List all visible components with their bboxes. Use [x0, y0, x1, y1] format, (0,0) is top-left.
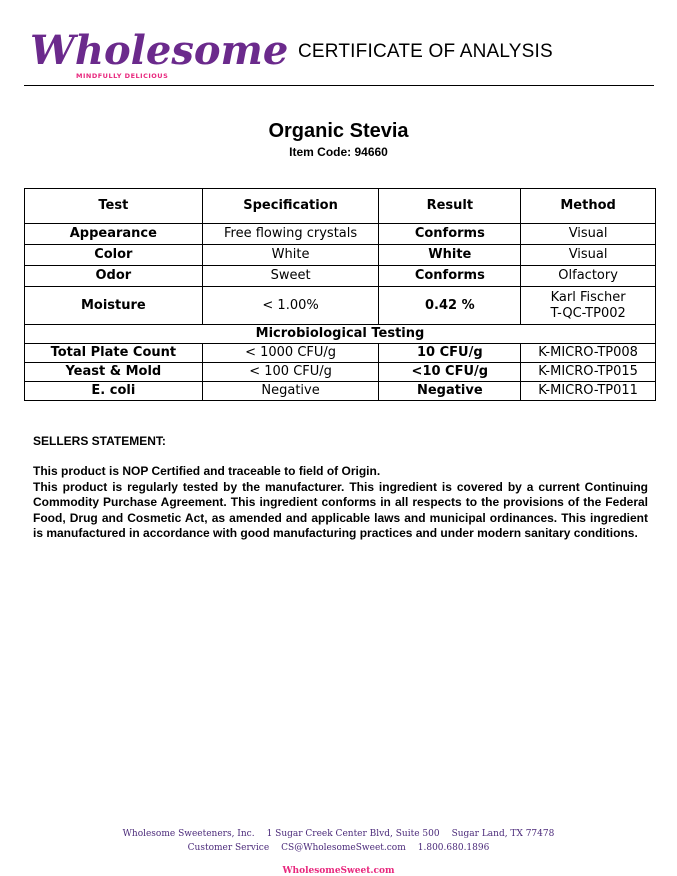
result-cell: White — [379, 245, 521, 266]
test-cell: Odor — [25, 266, 203, 287]
product-name: Organic Stevia — [268, 120, 409, 142]
test-cell: Appearance — [25, 224, 203, 245]
spec-cell: Sweet — [202, 266, 379, 287]
method-line: T-QC-TP002 — [550, 305, 626, 321]
method-cell: Visual — [521, 224, 656, 245]
spec-cell: White — [202, 245, 379, 266]
result-cell: Conforms — [379, 266, 521, 287]
footer-address — [0, 829, 677, 839]
footer-website-link[interactable]: WholesomeSweet.com — [282, 866, 395, 876]
method-cell: Olfactory — [521, 266, 656, 287]
analysis-table — [24, 188, 656, 401]
test-cell: E. coli — [25, 382, 203, 401]
statement-heading: SELLERS STATEMENT: — [33, 434, 166, 448]
result-cell: 0.42 % — [379, 287, 521, 325]
footer-city: Sugar Land, TX 77478 — [451, 829, 555, 839]
footer-email[interactable]: CS@WholesomeSweet.com — [281, 843, 406, 853]
footer-company: Wholesome Sweeteners, Inc. — [122, 829, 255, 839]
section-row — [25, 325, 656, 344]
test-cell: Color — [25, 245, 203, 266]
document-title: CERTIFICATE OF ANALYSIS — [298, 41, 553, 62]
method-cell: K-MICRO-TP011 — [521, 382, 656, 401]
table-row — [25, 382, 656, 401]
table-row — [25, 224, 656, 245]
table-row — [25, 245, 656, 266]
footer-street: 1 Sugar Creek Center Blvd, Suite 500 — [266, 829, 440, 839]
test-cell: Yeast & Mold — [25, 363, 203, 382]
result-cell: <10 CFU/g — [379, 363, 521, 382]
section-heading: Microbiological Testing — [25, 325, 656, 344]
spec-cell: Free flowing crystals — [202, 224, 379, 245]
table-row — [25, 363, 656, 382]
footer-phone: 1.800.680.1896 — [417, 843, 490, 853]
test-cell: Moisture — [25, 287, 203, 325]
method-cell: K-MICRO-TP015 — [521, 363, 656, 382]
header-divider — [24, 85, 654, 86]
brand-logo — [28, 20, 289, 82]
test-cell: Total Plate Count — [25, 344, 203, 363]
method-line: Karl Fischer — [550, 289, 626, 305]
logo-tagline: MINDFULLY DELICIOUS — [76, 72, 169, 80]
column-header: Test — [25, 189, 203, 224]
column-header: Specification — [202, 189, 379, 224]
method-cell — [521, 287, 656, 325]
result-cell: Conforms — [379, 224, 521, 245]
result-cell: Negative — [379, 382, 521, 401]
table-row — [25, 344, 656, 363]
table-row — [25, 266, 656, 287]
spec-cell: Negative — [202, 382, 379, 401]
method-cell: Visual — [521, 245, 656, 266]
column-header: Method — [521, 189, 656, 224]
column-header: Result — [379, 189, 521, 224]
statement-line: This product is NOP Certified and traceable to field of Origin. — [33, 464, 381, 478]
footer-contact — [0, 843, 677, 853]
method-cell: K-MICRO-TP008 — [521, 344, 656, 363]
table-row — [25, 287, 656, 325]
spec-cell: < 100 CFU/g — [202, 363, 379, 382]
spec-cell: < 1.00% — [202, 287, 379, 325]
item-code: Item Code: 94660 — [289, 145, 388, 159]
footer-service-label: Customer Service — [187, 843, 270, 853]
logo-wordmark: Wholesome — [30, 27, 289, 74]
result-cell: 10 CFU/g — [379, 344, 521, 363]
table-header-row — [25, 189, 656, 224]
sellers-statement — [33, 464, 648, 542]
statement-paragraph: This product is regularly tested by the manufacturer. This ingredient is covered by a current Continuing Commodity Purchase Agreement. This ingredient conforms in all respects to the provisions of the Federal Food, Drug and Cosmetic Act, as amended and applicable laws and municipal ordinances. This ingredient is manufactured in accordance with good manufacturing practices and under modern sanitary conditions. — [33, 479, 648, 540]
spec-cell: < 1000 CFU/g — [202, 344, 379, 363]
